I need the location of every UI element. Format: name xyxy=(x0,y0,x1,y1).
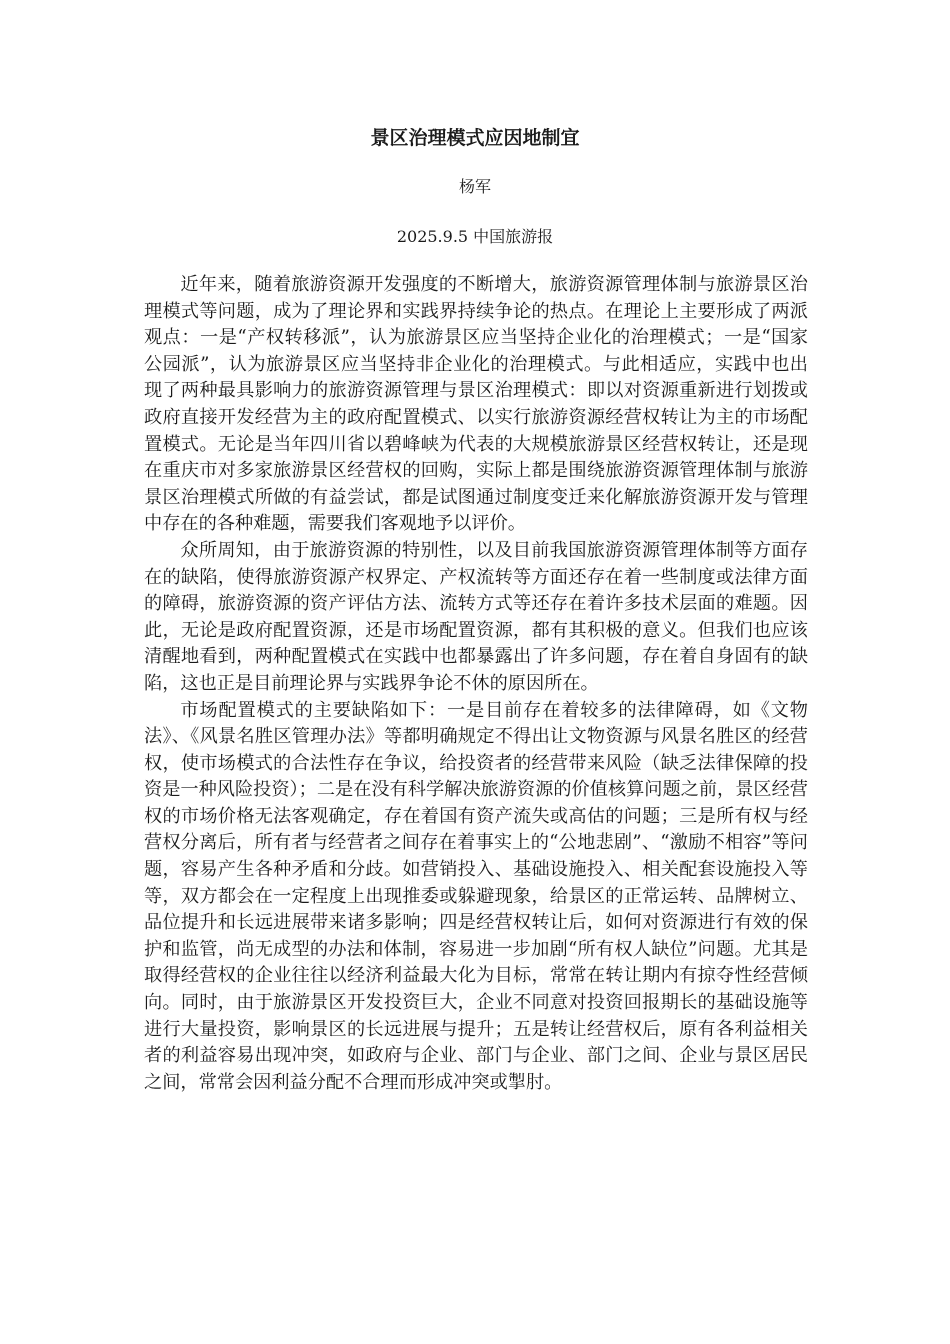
article-title: 景区治理模式应因地制宜 xyxy=(370,127,580,149)
paragraph-2: 众所周知，由于旅游资源的特别性，以及目前我国旅游资源管理体制等方面存在的缺陷，使得旅游资源产权界定、产权流转等方面还存在着一些制度或法律方面的障碍，旅游资源的资产评估方法、流转方式等还存在着许多技术层面的难题。因此，无论是政府配置资源，还是市场配置资源，都有其积极的意义。但我们也应该清醒地看到，两种配置模式在实践中也都暴露出了许多问题，存在着自身固有的缺陷，这也正是目前理论界与实践界争论不休的原因所在。 xyxy=(144,539,808,694)
paragraph-3: 市场配置模式的主要缺陷如下：一是目前存在着较多的法律障碍，如《文物法》、《风景名胜区管理办法》等都明确规定不得出让文物资源与风景名胜区的经营权，使市场模式的合法性存在争议，给投资者的经营带来风险（缺乏法律保障的投资是一种风险投资）；二是在没有科学解决旅游资源的价值核算问题之前，景区经营权的市场价格无法客观确定，存在着国有资产流失或高估的问题；三是所有权与经营权分离后，所有者与经营者之间存在着事实上的“公地悲剧”、“激励不相容”等问题，容易产生各种矛盾和分歧。如营销投入、基础设施投入、相关配套设施投入等等，双方都会在一定程度上出现推委或躲避现象，给景区的正常运转、品牌树立、品位提升和长远进展带来诸多影响；四是经营权转让后，如何对资源进行有效的保护和监管，尚无成型的办法和体制，容易进一步加剧“所有权人缺位”问题。尤其是取得经营权的企业往往以经济利益最大化为目标，常常在转让期内有掠夺性经营倾向。同时，由于旅游景区开发投资巨大，企业不同意对投资回报期长的基础设施等进行大量投资，影响景区的长远进展与提升；五是转让经营权后，原有各利益相关者的利益容易出现冲突，如政府与企业、部门与企业、部门之间、企业与景区居民之间，常常会因利益分配不合理而形成冲突或掣肘。 xyxy=(144,699,808,1093)
article-body xyxy=(144,272,808,1096)
article-dateline: 2025.9.5 中国旅游报 xyxy=(396,227,554,246)
article-author: 杨军 xyxy=(458,177,491,196)
paragraph-1: 近年来，随着旅游资源开发强度的不断增大，旅游资源管理体制与旅游景区治理模式等问题，成为了理论界和实践界持续争论的热点。在理论上主要形成了两派观点：一是“产权转移派”，认为旅游景区应当坚持企业化的治理模式；一是“国家公园派”，认为旅游景区应当坚持非企业化的治理模式。与此相适应，实践中也出现了两种最具影响力的旅游资源管理与景区治理模式：即以对资源重新进行划拨或政府直接开发经营为主的政府配置模式、以实行旅游资源经营权转让为主的市场配置模式。无论是当年四川省以碧峰峡为代表的大规模旅游景区经营权转让，还是现在重庆市对多家旅游景区经营权的回购，实际上都是围绕旅游资源管理体制与旅游景区治理模式所做的有益尝试，都是试图通过制度变迁来化解旅游资源开发与管理中存在的各种难题，需要我们客观地予以评价。 xyxy=(144,274,808,535)
